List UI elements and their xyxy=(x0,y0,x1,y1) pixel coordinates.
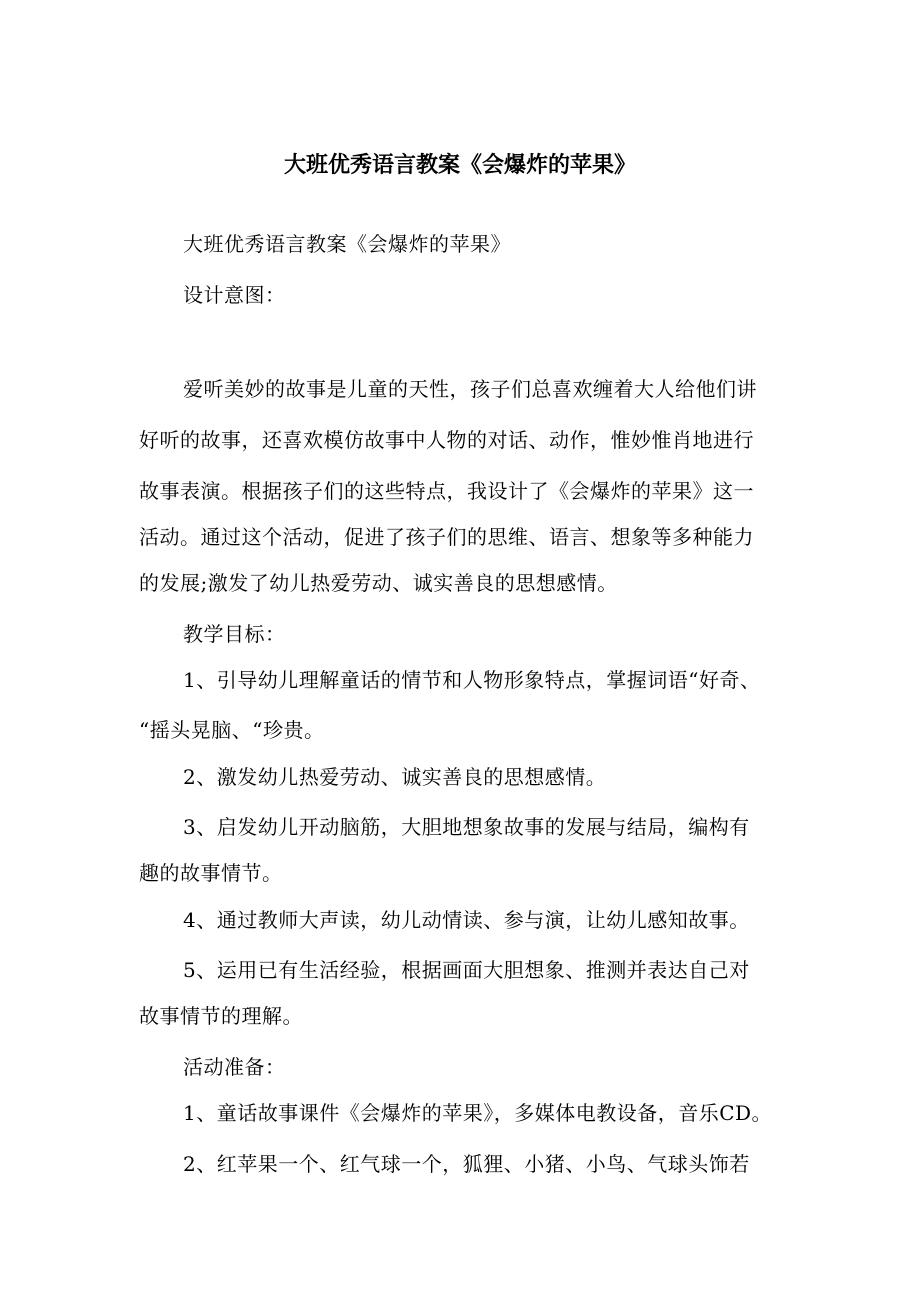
paragraph-line: 活动。通过这个活动，促进了孩子们的思维、语言、想象等多种能力 xyxy=(139,525,754,549)
section-heading-preparation: 活动准备： xyxy=(183,1055,286,1079)
list-item: 2、激发幼儿热爱劳动、诚实善良的思想感情。 xyxy=(183,765,607,789)
list-item: 1、引导幼儿理解童话的情节和人物形象特点，掌握词语“好奇、 xyxy=(183,668,761,692)
list-item: 5、运用已有生活经验，根据画面大胆想象、推测并表达自己对 xyxy=(183,958,750,982)
list-item-continuation: 趣的故事情节。 xyxy=(139,861,283,885)
paragraph-line: 故事表演。根据孩子们的这些特点，我设计了《会爆炸的苹果》这一 xyxy=(139,479,754,503)
list-item-continuation: 故事情节的理解。 xyxy=(139,1004,303,1028)
list-item: 2、红苹果一个、红气球一个，狐狸、小猪、小鸟、气球头饰若 xyxy=(183,1152,750,1176)
section-heading-design-intent: 设计意图： xyxy=(183,283,286,307)
document-title: 大班优秀语言教案《会爆炸的苹果》 xyxy=(283,153,636,178)
section-heading-teaching-goals: 教学目标： xyxy=(183,622,286,646)
list-item: 4、通过教师大声读，幼儿动情读、参与演，让幼儿感知故事。 xyxy=(183,908,750,932)
subtitle-line: 大班优秀语言教案《会爆炸的苹果》 xyxy=(183,232,511,256)
paragraph-line: 的发展;激发了幼儿热爱劳动、诚实善良的思想感情。 xyxy=(139,571,618,595)
list-item-continuation: “摇头晃脑、“珍贵。 xyxy=(139,718,325,742)
paragraph-line: 爱听美妙的故事是儿童的天性，孩子们总喜欢缠着大人给他们讲 xyxy=(183,377,757,401)
list-item: 1、童话故事课件《会爆炸的苹果》，多媒体电教设备，音乐CD。 xyxy=(183,1101,773,1125)
paragraph-line: 好听的故事，还喜欢模仿故事中人物的对话、动作，惟妙惟肖地进行 xyxy=(139,428,754,452)
list-item: 3、启发幼儿开动脑筋，大胆地想象故事的发展与结局，编构有 xyxy=(183,815,750,839)
